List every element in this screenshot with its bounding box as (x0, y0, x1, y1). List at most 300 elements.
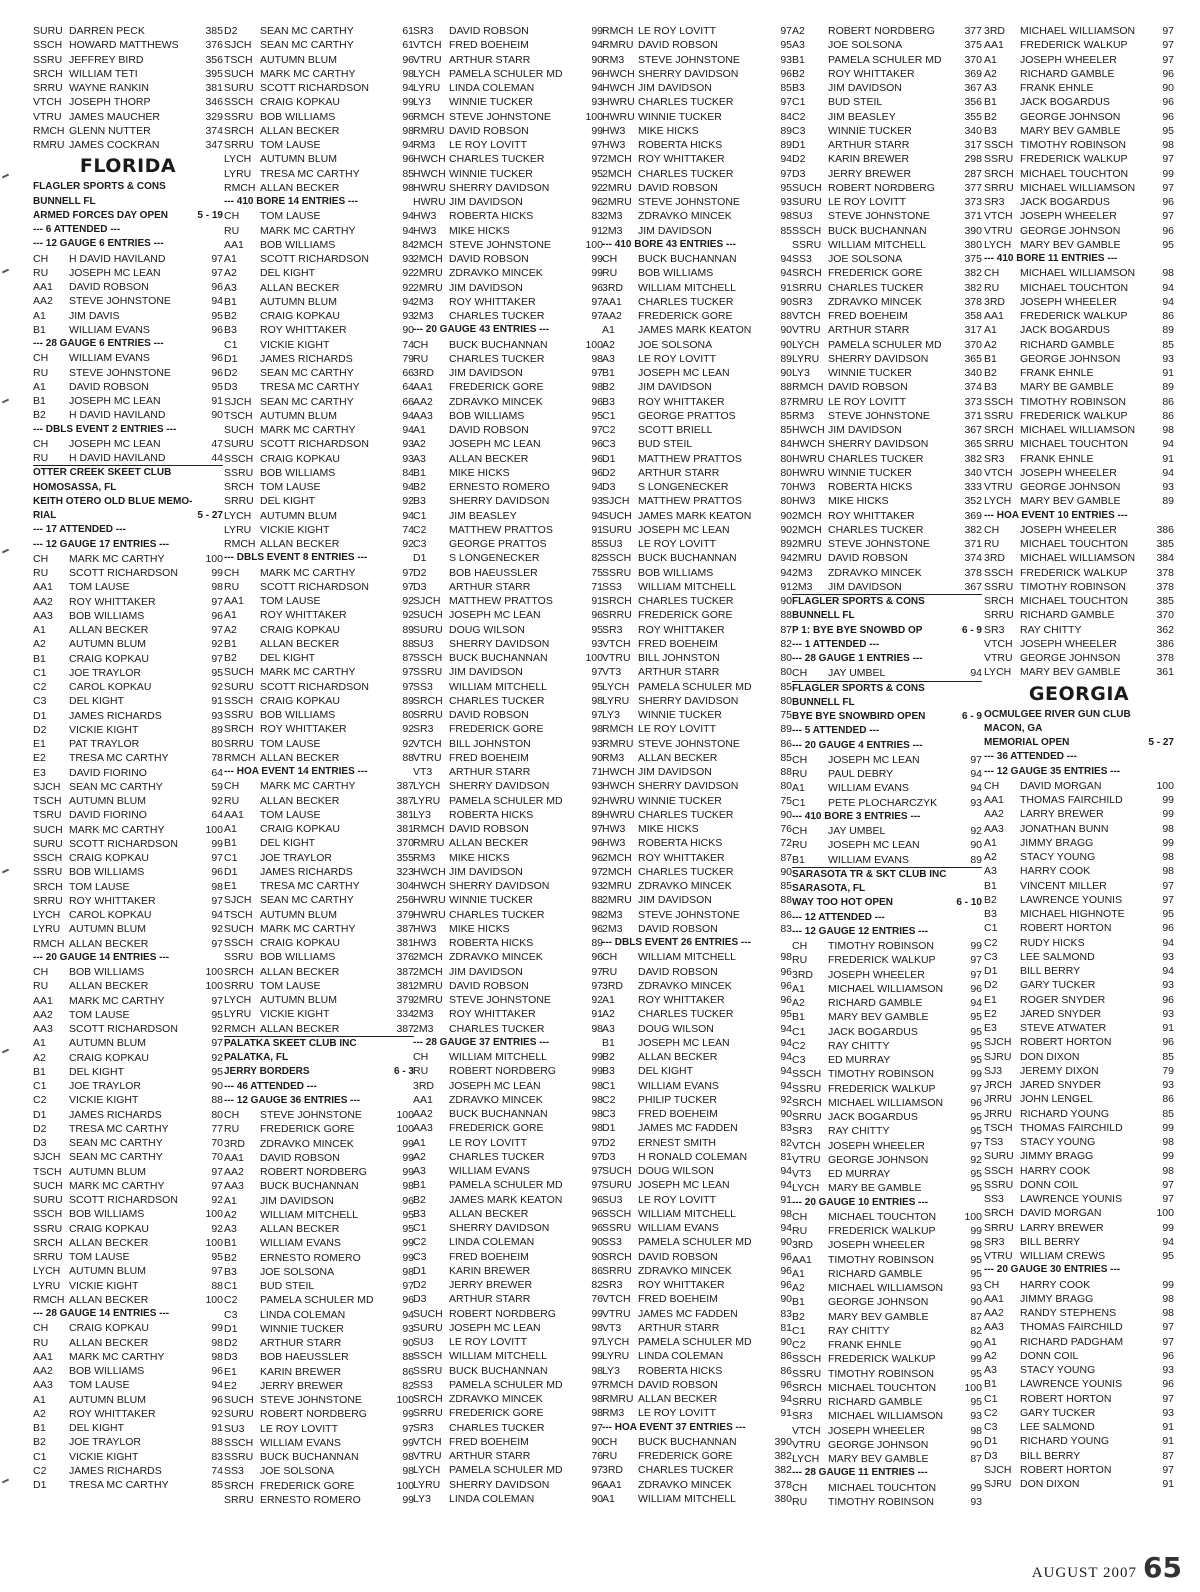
heading-text: SARASOTA TR & SKT CLUB INC (792, 868, 947, 880)
class-code: E1 (33, 738, 46, 750)
score: 90 (402, 1337, 414, 1349)
shooter-name: FREDERICK GORE (449, 723, 544, 736)
class-code: RU (602, 1450, 618, 1462)
result-row (602, 751, 792, 765)
class-code: AA1 (984, 1292, 1004, 1305)
shooter-name: TIMOTHY ROBINSON (828, 1495, 934, 1508)
class-code: VTCH (984, 210, 1013, 223)
class-code: C3 (984, 1421, 998, 1433)
score: 377 (964, 181, 982, 194)
shooter-name: FRANK EHNLE (1020, 452, 1094, 465)
class-code: D3 (792, 167, 806, 180)
shooter-name: JAMES MC FADDEN (638, 1122, 738, 1135)
score: 98 (402, 1180, 414, 1193)
result-row (602, 537, 792, 551)
score: 99 (591, 267, 603, 280)
class-code: LYRU (224, 523, 252, 536)
score: 93 (1162, 1364, 1174, 1376)
score: 96 (1162, 110, 1174, 123)
results-column (602, 24, 792, 1506)
class-code: B1 (413, 1179, 426, 1192)
shooter-name: JAMES RICHARDS (260, 865, 353, 878)
class-code: AA2 (602, 310, 622, 322)
result-row (984, 566, 1174, 580)
shooter-name: JAY UMBEL (828, 667, 886, 680)
section-heading (792, 925, 982, 939)
score: 97 (1162, 210, 1174, 223)
result-row (224, 1007, 414, 1021)
class-code: RMRU (602, 1393, 634, 1405)
shooter-name: BUD STEIL (638, 438, 693, 451)
shooter-name: AUTUMN BLUM (69, 795, 147, 807)
score: 98 (1162, 822, 1174, 835)
class-code: SRCH (602, 595, 632, 607)
score: 85 (780, 224, 792, 237)
shooter-name: WILLIAM MITCHELL (638, 281, 737, 294)
class-code: D1 (33, 1479, 47, 1491)
score: 98 (402, 67, 414, 80)
result-row (224, 950, 414, 964)
class-code: SSRU (33, 1222, 63, 1235)
score: 370 (964, 338, 982, 351)
class-code: AA3 (33, 1379, 53, 1392)
shooter-name: BILL BERRY (1020, 1449, 1081, 1462)
class-code: TSCH (33, 795, 62, 807)
class-code: 2M3 (413, 295, 434, 308)
score: 86 (1162, 1093, 1174, 1106)
score: 93 (1162, 950, 1174, 963)
class-code: A2 (792, 997, 805, 1009)
shooter-name: FRED BOEHEIM (638, 1108, 718, 1120)
shooter-name: ZDRAVKO MINCEK (260, 1137, 354, 1150)
shooter-name: ROY WHITTAKER (260, 723, 347, 736)
result-row (224, 1336, 414, 1350)
shooter-name: RICHARD GAMBLE (1020, 67, 1115, 80)
shooter-name: MICHAEL TOUCHTON (828, 1381, 937, 1394)
score: 90 (780, 338, 792, 351)
score: 99 (970, 1068, 982, 1081)
shooter-name: JOSEPH WHEELER (828, 1139, 925, 1152)
class-code: C3 (413, 1250, 427, 1263)
result-row (602, 95, 792, 109)
result-row (33, 1393, 223, 1407)
class-code: SSRU (33, 53, 63, 66)
score: 97 (1162, 879, 1174, 892)
score: 97 (970, 1082, 982, 1095)
shooter-name: MICHAEL TOUCHTON (828, 1210, 937, 1223)
class-code: AA2 (224, 1166, 244, 1178)
class-code: 2M3 (602, 922, 623, 935)
class-code: SR3 (984, 452, 1005, 465)
shooter-name: JIM DAVIDSON (638, 766, 712, 778)
shooter-name: LE ROY LOVITT (638, 25, 716, 37)
score: 66 (402, 367, 414, 379)
shooter-name: RAY CHITTY (828, 1039, 890, 1052)
score: 340 (964, 466, 982, 479)
result-row (792, 666, 982, 681)
issue-date: AUGUST 2007 (1031, 1565, 1138, 1581)
class-code: SUCH (792, 181, 822, 194)
result-row (224, 580, 414, 594)
score: 95 (970, 1267, 982, 1280)
result-row (602, 494, 792, 508)
shooter-name: BUCK BUCHANNAN (260, 1451, 359, 1463)
class-code: SRRU (984, 438, 1014, 451)
result-row (33, 1435, 223, 1449)
class-code: A2 (984, 338, 997, 351)
shooter-name: BOB HAEUSSLER (260, 1351, 349, 1364)
class-code: C1 (792, 96, 806, 109)
shooter-name: FREDERICK GORE (638, 310, 733, 322)
result-row (792, 252, 982, 266)
result-row (984, 1206, 1174, 1220)
shooter-name: JIMMY BRAGG (1020, 1150, 1094, 1163)
class-code: SSCH (984, 395, 1014, 408)
score: 373 (964, 196, 982, 208)
result-row (224, 566, 414, 580)
class-code: RU (792, 839, 808, 852)
shooter-name: SEAN MC CARTHY (260, 367, 354, 379)
score: 370 (1156, 609, 1174, 622)
shooter-name: LEE SALMOND (1020, 1421, 1095, 1433)
shooter-name: ROBERT HORTON (1020, 922, 1112, 935)
shooter-name: WINNIE TUCKER (828, 124, 912, 137)
result-row (984, 1192, 1174, 1206)
result-row (413, 366, 603, 380)
shooter-name: SHERRY DAVIDSON (638, 694, 739, 707)
score: 98 (780, 1207, 792, 1220)
score: 99 (970, 940, 982, 952)
class-code: AA1 (33, 581, 53, 594)
results-column (224, 24, 414, 1507)
shooter-name: STEVE JOHNSTONE (638, 53, 740, 66)
shooter-name: MICHAEL TOUCHTON (1020, 281, 1129, 294)
class-code: VT3 (792, 1168, 812, 1180)
result-row (792, 1082, 982, 1096)
score: 385 (205, 25, 223, 37)
result-row (413, 494, 603, 508)
class-code: RU (33, 366, 49, 379)
score: 94 (1162, 965, 1174, 977)
shooter-name: STEVE JOHNSTONE (260, 1394, 362, 1406)
class-code: SRCH (792, 1096, 822, 1109)
shooter-name: ALLAN BECKER (260, 1022, 340, 1035)
class-code: C1 (33, 666, 47, 679)
result-row (792, 138, 982, 152)
shooter-name: DAVID ROBSON (449, 124, 529, 137)
shooter-name: FREDERICK WALKUP (828, 954, 936, 967)
result-row (602, 1307, 792, 1321)
score: 80 (211, 738, 223, 750)
score: 90 (970, 1438, 982, 1451)
result-row (602, 893, 792, 907)
result-row (224, 1450, 414, 1464)
result-row (602, 694, 792, 708)
class-code: SJCH (984, 1036, 1012, 1049)
score: 83 (591, 210, 603, 223)
result-row (413, 1421, 603, 1435)
score: 98 (591, 1393, 603, 1405)
result-row (792, 95, 982, 109)
shooter-name: ALLAN BECKER (260, 1223, 340, 1235)
score: 98 (591, 1022, 603, 1035)
shooter-name: TOM LAUSE (69, 1379, 130, 1392)
result-row (224, 623, 414, 637)
shooter-name: RICHARD YOUNG (1020, 1107, 1110, 1120)
result-row (33, 252, 223, 266)
result-row (413, 395, 603, 409)
score: 92 (970, 1153, 982, 1166)
score: 97 (211, 624, 223, 636)
score: 89 (211, 723, 223, 736)
result-row (984, 1420, 1174, 1434)
result-row (984, 38, 1174, 52)
result-row (602, 851, 792, 865)
result-row (984, 651, 1174, 665)
section-heading (792, 696, 982, 710)
score: 99 (1162, 1150, 1174, 1163)
shooter-name: ZDRAVKO MINCEK (638, 210, 732, 223)
class-code: SRRU (33, 1251, 63, 1263)
heading-text: BYE BYE SNOWBIRD OPEN (792, 711, 926, 722)
score: 99 (402, 1166, 414, 1178)
result-row (984, 395, 1174, 409)
score: 94 (1162, 281, 1174, 294)
shooter-name: ROY WHITTAKER (638, 153, 725, 166)
score: 333 (964, 481, 982, 493)
shooter-name: DOUG WILSON (638, 1022, 714, 1035)
shooter-name: ZDRAVKO MINCEK (828, 295, 922, 308)
result-row (33, 380, 223, 394)
score: 92 (211, 1222, 223, 1235)
score: 96 (1162, 224, 1174, 237)
class-code: SR3 (984, 623, 1005, 636)
score: 378 (964, 295, 982, 308)
score: 99 (1162, 1278, 1174, 1291)
section-heading (984, 252, 1174, 266)
shooter-name: JOHN LENGEL (1020, 1093, 1093, 1106)
result-row (33, 1051, 223, 1065)
result-row (602, 665, 792, 679)
score: 97 (211, 937, 223, 950)
score: 92 (211, 681, 223, 693)
result-row (413, 1335, 603, 1349)
class-code: SS3 (792, 253, 812, 265)
result-row (33, 580, 223, 594)
result-row (792, 1295, 982, 1309)
score: 94 (780, 1393, 792, 1405)
shooter-name: DAVID MORGAN (1020, 1207, 1102, 1220)
result-row (792, 309, 982, 323)
shooter-name: STACY YOUNG (1020, 1136, 1096, 1148)
result-row (602, 865, 792, 879)
shooter-name: MICHAEL WILLIAMSON (828, 1410, 944, 1423)
score: 96 (211, 323, 223, 336)
shooter-name: MATTHEW PRATTOS (449, 523, 553, 536)
shooter-name: BUD STEIL (828, 96, 883, 109)
shooter-name: BUCK BUCHANNAN (638, 552, 737, 565)
result-row (792, 1210, 982, 1224)
class-code: 2M3 (413, 1022, 434, 1035)
class-code: SR3 (792, 1410, 813, 1423)
result-row (792, 238, 982, 252)
score: 97 (780, 167, 792, 180)
score: 88 (780, 609, 792, 622)
shooter-name: PAMELA SCHULER MD (449, 67, 563, 80)
shooter-name: STEVE JOHNSTONE (828, 538, 930, 550)
result-row (33, 1207, 223, 1221)
result-row (602, 1449, 792, 1463)
class-code: B1 (33, 1422, 46, 1434)
class-code: HWCH (602, 82, 635, 94)
shooter-name: GEORGE JOHNSON (828, 1438, 929, 1451)
result-row (224, 737, 414, 751)
result-row (413, 1221, 603, 1235)
class-code: HW3 (602, 124, 626, 137)
score: 91 (780, 281, 792, 294)
class-code: C1 (224, 338, 238, 351)
shooter-name: SCOTT RICHARDSON (260, 438, 369, 451)
result-row (792, 24, 982, 38)
score: 387 (396, 965, 414, 978)
class-code: CH (413, 1051, 429, 1063)
shooter-name: CRAIG KOPKAU (260, 694, 340, 707)
shooter-name: CRAIG KOPKAU (260, 310, 340, 322)
class-code: A1 (224, 823, 237, 835)
result-row (792, 1110, 982, 1124)
section-heading (33, 509, 223, 523)
class-code: SSRU (792, 1367, 822, 1380)
result-row (413, 509, 603, 523)
class-code: SU3 (792, 210, 813, 223)
shooter-name: RAY CHITTY (828, 1324, 890, 1337)
results-column (792, 24, 982, 1509)
class-code: B2 (602, 1051, 615, 1063)
score: 90 (780, 523, 792, 536)
class-code: C1 (602, 1079, 616, 1092)
shooter-name: STEVE JOHNSTONE (828, 210, 930, 223)
class-code: JRCH (984, 1079, 1012, 1091)
class-code: A3 (413, 1165, 426, 1177)
heading-text: --- 6 ATTENDED --- (33, 224, 121, 235)
score: 375 (964, 39, 982, 52)
shooter-name: SHERRY DAVIDSON (638, 780, 739, 793)
shooter-name: FREDERICK GORE (449, 381, 544, 394)
score: 85 (780, 680, 792, 693)
result-row (602, 1164, 792, 1178)
class-code: A1 (984, 324, 997, 337)
result-row (413, 722, 603, 736)
shooter-name: JIM BEASLEY (449, 509, 517, 522)
shooter-name: DEL KIGHT (69, 695, 125, 708)
result-row (413, 1250, 603, 1264)
shooter-name: BILL BERRY (1020, 1235, 1081, 1248)
class-code: CH (224, 1109, 240, 1121)
score: 98 (1162, 1307, 1174, 1319)
class-code: HWCH (413, 153, 446, 166)
shooter-name: WILLIAM EVANS (260, 1237, 341, 1250)
score: 85 (1162, 1107, 1174, 1120)
score: 370 (964, 53, 982, 66)
shooter-name: SHERRY DAVIDSON (638, 67, 739, 80)
result-row (984, 209, 1174, 223)
result-row (224, 509, 414, 523)
result-row (224, 1293, 414, 1307)
score: 96 (591, 951, 603, 964)
shooter-name: CHARLES TUCKER (449, 310, 545, 322)
result-row (224, 295, 414, 309)
score: 380 (964, 238, 982, 251)
result-row (984, 1121, 1174, 1135)
score: 100 (205, 980, 223, 993)
score: 100 (205, 823, 223, 836)
result-row (602, 1264, 792, 1278)
class-code: CH (792, 825, 808, 837)
class-code: VTRU (33, 110, 62, 123)
class-code: A2 (33, 638, 46, 651)
class-code: VTCH (792, 1424, 821, 1437)
score: 96 (402, 1194, 414, 1207)
class-code: B2 (413, 1193, 426, 1206)
class-code: AA2 (984, 1307, 1004, 1319)
class-code: SSRU (224, 110, 254, 123)
result-row (413, 765, 603, 779)
result-row (224, 993, 414, 1007)
score: 75 (780, 709, 792, 721)
score: 85 (1162, 1050, 1174, 1063)
result-row (224, 1308, 414, 1322)
heading-text: FLAGLER SPORTS & CONS (792, 682, 925, 694)
result-row (792, 167, 982, 181)
score: 92 (970, 825, 982, 837)
class-code: HWRU (602, 110, 635, 123)
shooter-name: TOM LAUSE (260, 139, 321, 151)
section-heading (984, 750, 1174, 764)
class-code: SSCH (984, 139, 1014, 151)
result-row (984, 1335, 1174, 1349)
class-code: AA2 (413, 395, 433, 408)
class-code: SRRU (224, 737, 254, 750)
shooter-name: STACY YOUNG (1020, 851, 1096, 863)
score: 99 (591, 1307, 603, 1320)
shooter-name: MIKE HICKS (449, 922, 510, 935)
result-row (602, 1107, 792, 1121)
section-heading (792, 810, 982, 824)
shooter-name: DAVID MORGAN (1020, 779, 1102, 792)
score: 91 (211, 1422, 223, 1434)
heading-text: --- HOA EVENT 14 ENTRIES --- (224, 766, 368, 777)
class-code: 3RD (602, 979, 624, 992)
score: 382 (964, 267, 982, 280)
shooter-name: DAVID ROBSON (828, 552, 908, 565)
shooter-name: CRAIG KOPKAU (69, 652, 149, 665)
score: 90 (970, 1296, 982, 1309)
shooter-name: ROY WHITTAKER (69, 1407, 156, 1420)
score: 94 (211, 909, 223, 921)
class-code: RU (33, 1336, 49, 1349)
result-row (792, 1010, 982, 1024)
class-code: VT3 (413, 766, 433, 778)
class-code: C3 (602, 438, 616, 451)
class-code: C1 (792, 1324, 806, 1337)
class-code: SR3 (413, 723, 434, 736)
shooter-name: WILLIAM MITCHELL (260, 1208, 359, 1221)
score: 367 (964, 82, 982, 94)
shooter-name: SCOTT RICHARDSON (69, 1194, 178, 1206)
score: 88 (211, 1094, 223, 1107)
class-code: C1 (792, 1025, 806, 1038)
class-code: LYCH (413, 780, 441, 793)
